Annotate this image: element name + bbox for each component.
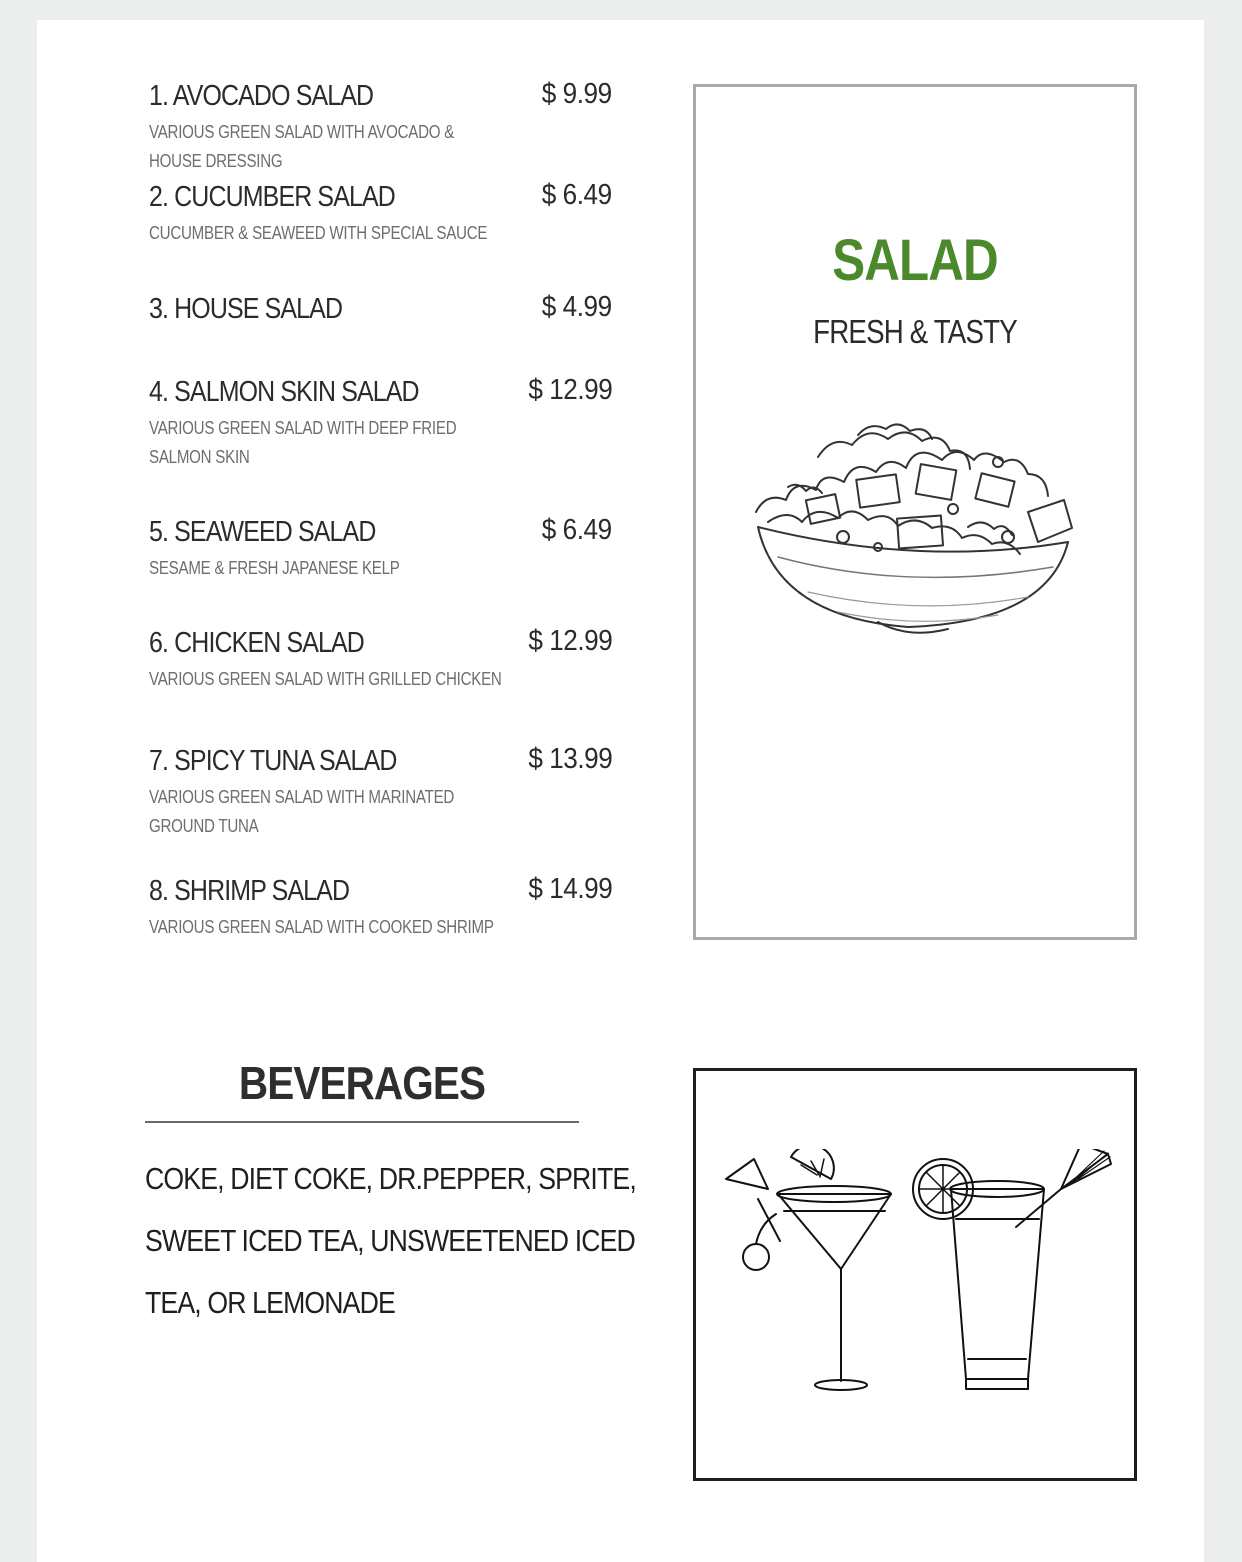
item-price: $ 12.99 bbox=[528, 374, 612, 406]
menu-item bbox=[149, 293, 612, 331]
item-name: 5. SEAWEED SALAD bbox=[149, 516, 376, 548]
item-name: 8. SHRIMP SALAD bbox=[149, 875, 350, 907]
salad-subtitle: FRESH & TASTY bbox=[813, 313, 1017, 350]
item-name: 2. CUCUMBER SALAD bbox=[149, 181, 395, 213]
beverages-divider bbox=[145, 1121, 579, 1123]
item-price: $ 6.49 bbox=[542, 179, 612, 211]
item-price: $ 4.99 bbox=[542, 291, 612, 323]
salad-feature-panel bbox=[693, 84, 1137, 940]
item-price: $ 14.99 bbox=[528, 873, 612, 905]
item-name: 6. CHICKEN SALAD bbox=[149, 627, 364, 659]
item-price: $ 6.49 bbox=[542, 514, 612, 546]
item-description: SESAME & FRESH JAPANESE KELP bbox=[149, 558, 400, 578]
item-name: 3. HOUSE SALAD bbox=[149, 293, 343, 325]
item-name: 1. AVOCADO SALAD bbox=[149, 80, 374, 112]
item-name: 4. SALMON SKIN SALAD bbox=[149, 376, 419, 408]
menu-item bbox=[149, 745, 612, 841]
menu-item bbox=[149, 376, 612, 472]
beverages-list: COKE, DIET COKE, DR.PEPPER, SPRITE, SWEET ICED TEA, UNSWEETENED ICED TEA, OR LEMONADE bbox=[145, 1161, 636, 1320]
cocktail-glasses-icon bbox=[716, 1149, 1116, 1409]
menu-item bbox=[149, 627, 612, 694]
menu-page bbox=[37, 20, 1204, 1562]
item-price: $ 12.99 bbox=[528, 625, 612, 657]
item-description: VARIOUS GREEN SALAD WITH DEEP FRIED SALMON SKIN bbox=[149, 418, 457, 467]
item-description: CUCUMBER & SEAWEED WITH SPECIAL SAUCE bbox=[149, 223, 488, 243]
item-description: VARIOUS GREEN SALAD WITH COOKED SHRIMP bbox=[149, 917, 494, 937]
item-price: $ 13.99 bbox=[528, 743, 612, 775]
menu-item bbox=[149, 516, 612, 583]
menu-item bbox=[149, 181, 612, 248]
menu-item bbox=[149, 80, 612, 176]
beverages-illustration-panel bbox=[693, 1068, 1137, 1481]
item-description: VARIOUS GREEN SALAD WITH GRILLED CHICKEN bbox=[149, 669, 502, 689]
salad-bowl-icon bbox=[748, 417, 1088, 647]
salad-title: SALAD bbox=[832, 228, 998, 293]
item-description: VARIOUS GREEN SALAD WITH AVOCADO & HOUSE DRESSING bbox=[149, 122, 455, 171]
menu-item bbox=[149, 875, 612, 942]
item-price: $ 9.99 bbox=[542, 78, 612, 110]
item-description: VARIOUS GREEN SALAD WITH MARINATED GROUND TUNA bbox=[149, 787, 455, 836]
beverages-title: BEVERAGES bbox=[238, 1057, 486, 1109]
item-name: 7. SPICY TUNA SALAD bbox=[149, 745, 397, 777]
